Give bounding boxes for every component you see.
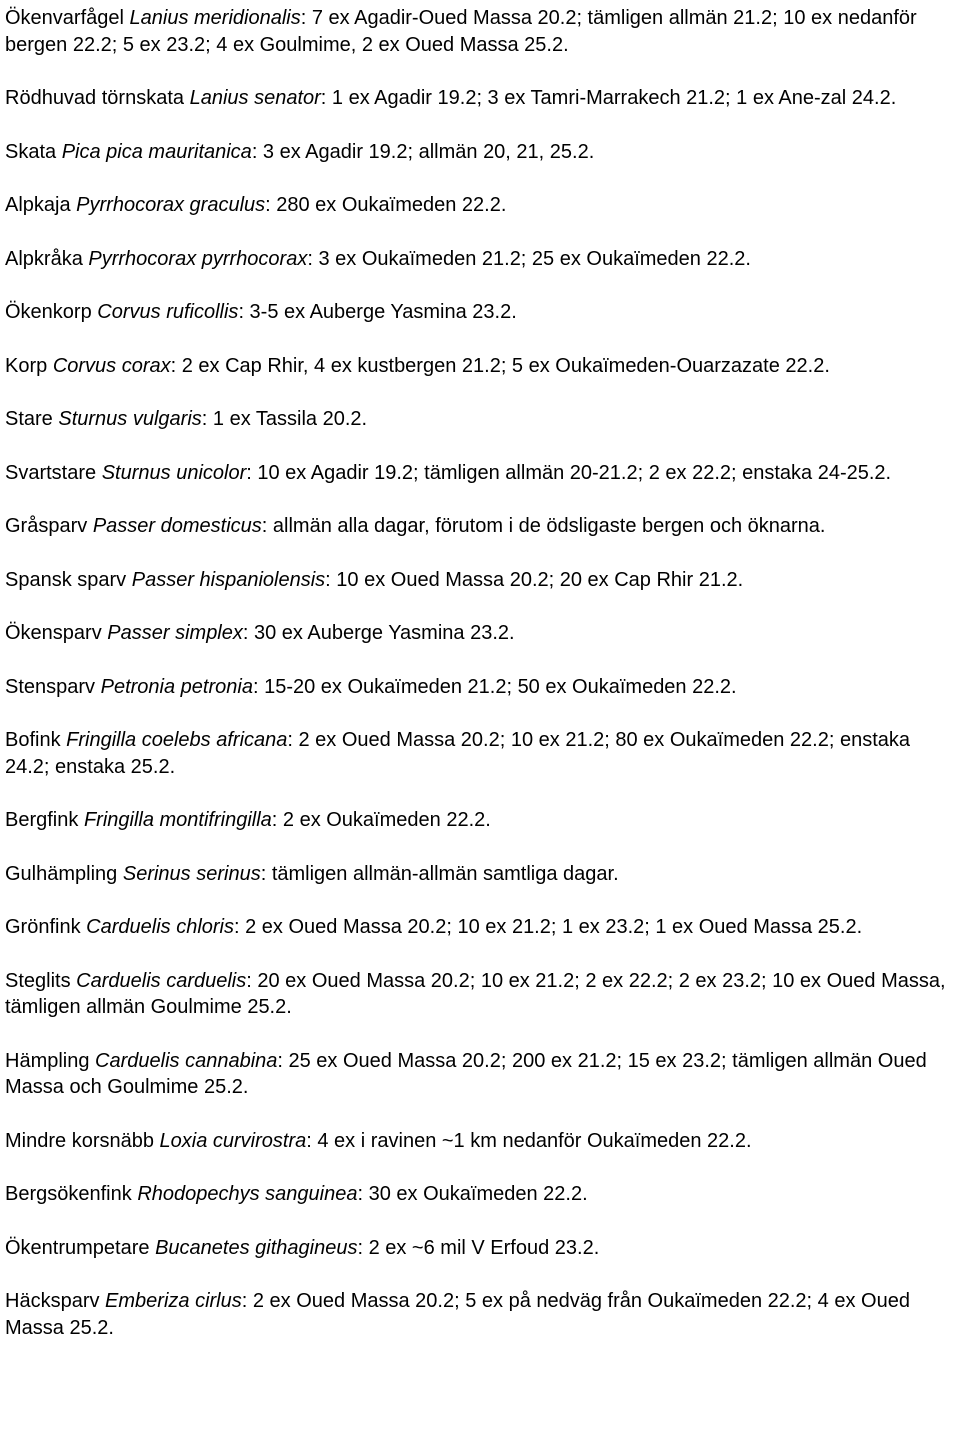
observations: : 15-20 ex Oukaïmeden 21.2; 50 ex Oukaïmeden 22.2. [252, 675, 737, 698]
observations: : 1 ex Tassila 20.2. [201, 408, 368, 430]
species-entry [5, 299, 956, 326]
common-name: Stensparv [5, 675, 96, 698]
common-name: Skata [5, 140, 57, 163]
species-entry [5, 460, 956, 487]
common-name: Ökensparv [5, 622, 102, 644]
species-entry [5, 1128, 956, 1155]
scientific-name: Bucanetes githagineus [155, 1236, 358, 1259]
species-entry [5, 192, 956, 219]
species-entry [5, 1288, 956, 1341]
scientific-name: Sturnus unicolor [101, 461, 247, 484]
scientific-name: Emberiza cirlus [105, 1290, 242, 1312]
species-entry [5, 968, 956, 1021]
observations: : 3-5 ex Auberge Yasmina 23.2. [238, 301, 517, 323]
scientific-name: Passer hispaniolensis [131, 568, 326, 591]
species-entry [5, 85, 956, 112]
common-name: Gråsparv [5, 515, 88, 537]
species-entry [5, 513, 956, 540]
common-name: Alpkaja [5, 194, 71, 216]
scientific-name: Corvus ruficollis [97, 301, 239, 323]
scientific-name: Passer simplex [107, 622, 243, 644]
species-entry [5, 567, 956, 594]
common-name: Spansk sparv [5, 568, 127, 591]
observations: : 2 ex Oued Massa 20.2; 10 ex 21.2; 1 ex 23.2; 1 ex Oued Massa 25.2. [234, 916, 863, 938]
observations: : tämligen allmän-allmän samtliga dagar. [260, 862, 619, 885]
scientific-name: Serinus serinus [122, 862, 261, 885]
observations: : 3 ex Agadir 19.2; allmän 20, 21, 25.2. [251, 140, 595, 163]
common-name: Grönfink [5, 916, 81, 938]
species-entry [5, 861, 956, 888]
observations: : 7 ex Agadir-Oued Massa 20.2; tämligen allmän 21.2; 10 ex nedanför bergen 22.2; 5 ex 23.2; 4 ex Goulmime, 2 ex Oued Massa 25.2. [5, 7, 917, 56]
observations: : 3 ex Oukaïmeden 21.2; 25 ex Oukaïmeden 22.2. [307, 247, 751, 270]
common-name: Rödhuvad törnskata [5, 87, 185, 109]
common-name: Bergfink [5, 809, 79, 831]
scientific-name: Carduelis carduelis [76, 969, 247, 992]
species-entry [5, 674, 956, 701]
scientific-name: Loxia curvirostra [159, 1129, 307, 1152]
common-name: Steglits [5, 969, 71, 992]
species-entry [5, 246, 956, 273]
observations: : 20 ex Oued Massa 20.2; 10 ex 21.2; 2 ex 22.2; 2 ex 23.2; 10 ex Oued Massa, tämligen allmän Goulmime 25.2. [5, 969, 946, 1018]
scientific-name: Petronia petronia [100, 675, 253, 698]
observations: : 25 ex Oued Massa 20.2; 200 ex 21.2; 15 ex 23.2; tämligen allmän Oued Massa och Goulmime 25.2. [5, 1049, 927, 1098]
scientific-name: Pyrrhocorax graculus [76, 194, 266, 216]
scientific-name: Passer domesticus [92, 515, 262, 537]
scientific-name: Fringilla montifringilla [83, 809, 272, 831]
scientific-name: Lanius senator [189, 87, 321, 109]
scientific-name: Fringilla coelebs africana [66, 729, 288, 751]
species-entry [5, 1235, 956, 1262]
common-name: Alpkråka [5, 247, 83, 270]
common-name: Ökenvarfågel [5, 7, 124, 29]
common-name: Ökentrumpetare [5, 1236, 150, 1259]
scientific-name: Carduelis chloris [86, 916, 234, 938]
species-entry [5, 139, 956, 166]
species-entry [5, 727, 956, 780]
observations: : 2 ex ~6 mil V Erfoud 23.2. [357, 1236, 600, 1259]
common-name: Svartstare [5, 461, 97, 484]
observations: : 2 ex Oued Massa 20.2; 5 ex på nedväg från Oukaïmeden 22.2; 4 ex Oued Massa 25.2. [5, 1290, 910, 1339]
species-entry [5, 914, 956, 941]
observations: : 2 ex Oukaïmeden 22.2. [271, 809, 491, 831]
observations: : 30 ex Oukaïmeden 22.2. [357, 1183, 588, 1205]
species-entry [5, 5, 956, 58]
scientific-name: Lanius meridionalis [129, 7, 301, 29]
common-name: Ökenkorp [5, 301, 92, 323]
observations: : 10 ex Oued Massa 20.2; 20 ex Cap Rhir 21.2. [325, 568, 744, 591]
common-name: Korp [5, 354, 48, 377]
observations: : allmän alla dagar, förutom i de ödsligaste bergen och öknarna. [261, 515, 826, 537]
observations: : 280 ex Oukaïmeden 22.2. [265, 194, 507, 216]
species-entry [5, 620, 956, 647]
observations: : 4 ex i ravinen ~1 km nedanför Oukaïmeden 22.2. [306, 1129, 752, 1152]
scientific-name: Pica pica mauritanica [61, 140, 252, 163]
species-entry [5, 1181, 956, 1208]
common-name: Häcksparv [5, 1290, 100, 1312]
common-name: Bofink [5, 729, 61, 751]
observations: : 30 ex Auberge Yasmina 23.2. [242, 622, 515, 644]
common-name: Stare [5, 408, 53, 430]
common-name: Bergsökenfink [5, 1183, 132, 1205]
common-name: Mindre korsnäbb [5, 1129, 154, 1152]
observations: : 2 ex Cap Rhir, 4 ex kustbergen 21.2; 5 ex Oukaïmeden-Ouarzazate 22.2. [170, 354, 830, 377]
species-entry [5, 353, 956, 380]
scientific-name: Carduelis cannabina [95, 1049, 278, 1072]
observations: : 10 ex Agadir 19.2; tämligen allmän 20-21.2; 2 ex 22.2; enstaka 24-25.2. [246, 461, 892, 484]
common-name: Gulhämpling [5, 862, 118, 885]
species-entry [5, 1048, 956, 1101]
observations: : 1 ex Agadir 19.2; 3 ex Tamri-Marrakech 21.2; 1 ex Ane-zal 24.2. [320, 87, 897, 109]
scientific-name: Sturnus vulgaris [58, 408, 202, 430]
observations: : 2 ex Oued Massa 20.2; 10 ex 21.2; 80 ex Oukaïmeden 22.2; enstaka 24.2; enstaka 25.2. [5, 729, 911, 778]
species-entry [5, 406, 956, 433]
scientific-name: Corvus corax [52, 354, 171, 377]
species-entry [5, 807, 956, 834]
common-name: Hämpling [5, 1049, 90, 1072]
scientific-name: Rhodopechys sanguinea [137, 1183, 358, 1205]
scientific-name: Pyrrhocorax pyrrhocorax [88, 247, 308, 270]
